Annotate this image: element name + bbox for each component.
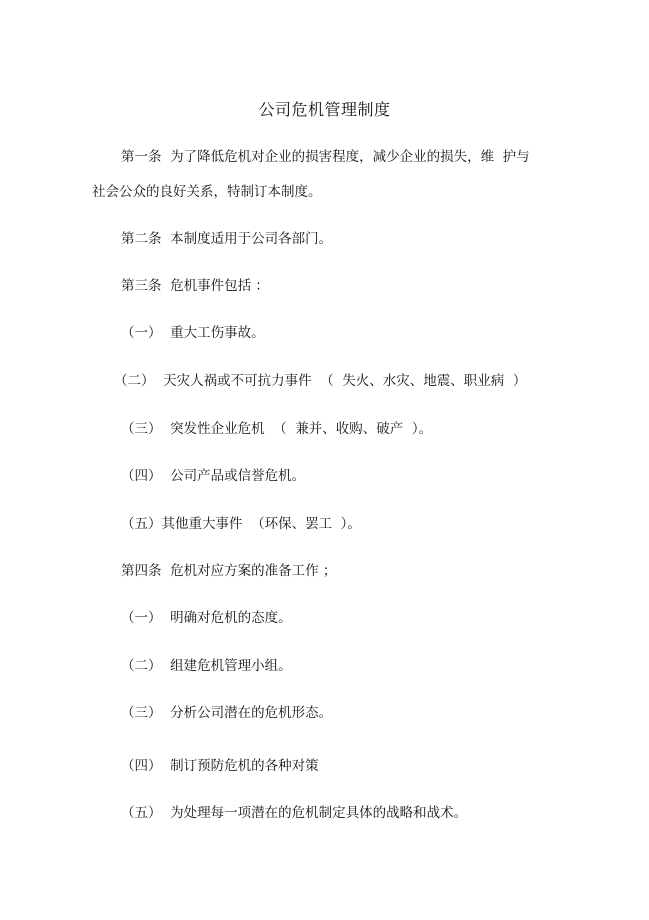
document-title: 公司危机管理制度 <box>258 100 391 119</box>
article-3-item-5: （五）其他重大事件 （环保、罢工 ）。 <box>121 516 361 532</box>
article-2: 第二条 本制度适用于公司各部门。 <box>121 231 333 247</box>
article-4-item-2: （二） 组建危机管理小组。 <box>121 658 292 674</box>
article-1-line-1: 第一条 为了降低危机对企业的损害程度，减少企业的损失，维 护与 <box>121 149 530 165</box>
article-3-item-2: （二） 天灾人祸或不可抗力事件 （ 失火、水灾、地震、职业病 ） <box>114 373 527 389</box>
article-3-heading: 第三条 危机事件包括 ： <box>121 278 269 294</box>
article-4-heading: 第四条 危机对应方案的准备工作 ； <box>121 563 337 579</box>
article-4-item-5: （五） 为处理每一项潜在的危机制定具体的战略和战术。 <box>121 805 468 821</box>
article-3-item-1: （一） 重大工伤事故。 <box>121 325 265 341</box>
article-1-line-2: 社会公众的良好关系，特制订本制度。 <box>92 184 322 200</box>
article-3-item-3: （三） 突发性企业危机 （ 兼并、收购、破产 ）。 <box>121 421 433 437</box>
article-4-item-4: （四） 制订预防危机的各种对策 <box>121 758 319 774</box>
article-4-item-1: （一） 明确对危机的态度。 <box>121 610 292 626</box>
article-4-item-3: （三） 分析公司潜在的危机形态。 <box>121 705 333 721</box>
article-3-item-4: （四） 公司产品或信誉危机。 <box>121 468 306 484</box>
